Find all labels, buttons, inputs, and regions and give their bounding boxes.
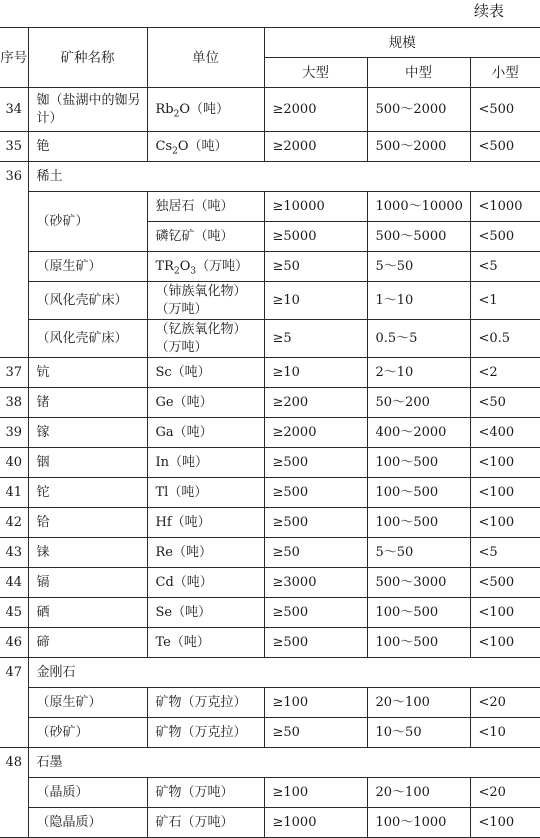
table-row [0,748,540,778]
table-row [0,808,540,838]
small-value: <10 [470,718,540,748]
large-value: ≥10000 [264,192,367,222]
large-value: ≥3000 [264,568,367,598]
small-value: <20 [470,778,540,808]
unit-subscript: 2 [173,266,180,277]
unit-cell [147,88,264,132]
unit-cell: Te（吨） [147,628,264,658]
table-row [0,688,540,718]
unit-text: O（吨） [179,101,230,117]
small-value: <100 [470,478,540,508]
mineral-subtype: （砂矿） [28,718,147,748]
large-value: ≥500 [264,448,367,478]
table-row [0,132,540,162]
table-row [0,388,540,418]
medium-value: 500～2000 [367,132,470,162]
row-number: 43 [0,538,28,568]
medium-value: 100～500 [367,598,470,628]
table-row [0,358,540,388]
mineral-name: 硒 [28,598,147,628]
row-number: 34 [0,88,28,132]
row-number: 40 [0,448,28,478]
medium-value: 100～500 [367,508,470,538]
unit-cell: （钇族氧化物）（万吨） [147,320,264,358]
medium-value: 0.5～5 [367,320,470,358]
unit-text: Cs [155,138,173,154]
row-number: 36 [0,162,28,358]
large-value: ≥100 [264,778,367,808]
row-number: 47 [0,658,28,748]
row-number: 44 [0,568,28,598]
mineral-name: 铷（盐湖中的铷另计） [28,88,147,132]
unit-text: TR [155,258,174,274]
small-value: <400 [470,418,540,448]
row-number: 41 [0,478,28,508]
mineral-name: 石墨 [28,748,540,778]
header-row [0,28,540,58]
table-row [0,88,540,132]
unit-cell: In（吨） [147,448,264,478]
medium-value: 50～200 [367,388,470,418]
header-small: 小型 [470,58,540,88]
medium-value: 500～3000 [367,568,470,598]
unit-text: （万吨） [196,258,249,274]
medium-value: 500～2000 [367,88,470,132]
medium-value: 100～500 [367,448,470,478]
medium-value: 400～2000 [367,418,470,448]
unit-cell: 矿物（万克拉） [147,688,264,718]
unit-cell: 矿物（万克拉） [147,718,264,748]
unit-cell: Sc（吨） [147,358,264,388]
large-value: ≥50 [264,718,367,748]
mineral-subtype: （隐晶质） [28,808,147,838]
table-row [0,628,540,658]
small-value: <0.5 [470,320,540,358]
small-value: <100 [470,508,540,538]
table-row [0,568,540,598]
mineral-name: 钪 [28,358,147,388]
unit-text: O [179,258,191,274]
large-value: ≥5 [264,320,367,358]
unit-cell: （铈族氧化物）（万吨） [147,282,264,320]
header-mineral-name: 矿种名称 [28,28,147,88]
large-value: ≥5000 [264,222,367,252]
small-value: <5 [470,538,540,568]
large-value: ≥10 [264,282,367,320]
medium-value: 500～5000 [367,222,470,252]
table-row [0,320,540,358]
unit-cell: Ge（吨） [147,388,264,418]
table-row [0,778,540,808]
unit-cell [147,252,264,282]
medium-value: 20～100 [367,778,470,808]
medium-value: 5～50 [367,538,470,568]
mineral-name: 碲 [28,628,147,658]
table-row [0,508,540,538]
row-number: 45 [0,598,28,628]
unit-cell [147,132,264,162]
unit-cell: Ga（吨） [147,418,264,448]
small-value: <100 [470,808,540,838]
small-value: <500 [470,568,540,598]
table-row [0,418,540,448]
small-value: <500 [470,88,540,132]
table-row [0,538,540,568]
small-value: <50 [470,388,540,418]
header-medium: 中型 [367,58,470,88]
medium-value: 1～10 [367,282,470,320]
small-value: <500 [470,222,540,252]
medium-value: 1000～10000 [367,192,470,222]
mineral-name: 镉 [28,568,147,598]
medium-value: 2～10 [367,358,470,388]
medium-value: 5～50 [367,252,470,282]
mineral-subtype: （砂矿） [28,192,147,252]
medium-value: 100～500 [367,478,470,508]
unit-cell: 磷钇矿（吨） [147,222,264,252]
row-number: 37 [0,358,28,388]
small-value: <5 [470,252,540,282]
continued-label: 续表 [473,2,504,20]
table-row [0,192,540,222]
row-number: 48 [0,748,28,838]
table-row [0,448,540,478]
large-value: ≥500 [264,628,367,658]
mineral-subtype: （原生矿） [28,252,147,282]
small-value: <100 [470,448,540,478]
mineral-name: 金刚石 [28,658,540,688]
unit-text: Rb [155,101,174,117]
mineral-scale-table [0,27,540,838]
mineral-name: 稀土 [28,162,540,192]
table-row [0,598,540,628]
large-value: ≥10 [264,358,367,388]
header-seq: 序号 [0,28,28,88]
unit-cell: 矿石（万吨） [147,808,264,838]
large-value: ≥500 [264,508,367,538]
mineral-name: 铼 [28,538,147,568]
large-value: ≥500 [264,478,367,508]
row-number: 39 [0,418,28,448]
large-value: ≥200 [264,388,367,418]
large-value: ≥100 [264,688,367,718]
small-value: <100 [470,628,540,658]
mineral-name: 锗 [28,388,147,418]
unit-cell: Tl（吨） [147,478,264,508]
row-number: 38 [0,388,28,418]
mineral-name: 铟 [28,448,147,478]
large-value: ≥2000 [264,132,367,162]
large-value: ≥500 [264,598,367,628]
small-value: <1 [470,282,540,320]
medium-value: 10～50 [367,718,470,748]
table-row [0,718,540,748]
unit-cell: Re（吨） [147,538,264,568]
header-unit: 单位 [147,28,264,88]
large-value: ≥2000 [264,88,367,132]
large-value: ≥1000 [264,808,367,838]
unit-cell: 独居石（吨） [147,192,264,222]
mineral-subtype: （原生矿） [28,688,147,718]
table-row [0,282,540,320]
mineral-name: 镓 [28,418,147,448]
row-number: 35 [0,132,28,162]
unit-cell: Hf（吨） [147,508,264,538]
header-scale: 规模 [264,28,540,58]
medium-value: 100～500 [367,628,470,658]
unit-text: O（吨） [177,138,228,154]
unit-subscript: 2 [173,109,180,120]
table-row [0,162,540,192]
mineral-subtype: （晶质） [28,778,147,808]
unit-subscript: 2 [172,146,178,157]
mineral-name: 铯 [28,132,147,162]
header-large: 大型 [264,58,367,88]
mineral-name: 铪 [28,508,147,538]
medium-value: 20～100 [367,688,470,718]
unit-subscript: 3 [190,266,197,277]
mineral-subtype: （风化壳矿床） [28,282,147,320]
small-value: <2 [470,358,540,388]
row-number: 42 [0,508,28,538]
mineral-name: 铊 [28,478,147,508]
small-value: <20 [470,688,540,718]
large-value: ≥2000 [264,418,367,448]
mineral-subtype: （风化壳矿床） [28,320,147,358]
medium-value: 100～1000 [367,808,470,838]
large-value: ≥50 [264,538,367,568]
unit-cell: Cd（吨） [147,568,264,598]
small-value: <500 [470,132,540,162]
table-row [0,658,540,688]
small-value: <100 [470,598,540,628]
large-value: ≥50 [264,252,367,282]
table-row [0,252,540,282]
unit-cell: 矿物（万吨） [147,778,264,808]
small-value: <1000 [470,192,540,222]
unit-cell: Se（吨） [147,598,264,628]
table-row [0,478,540,508]
row-number: 46 [0,628,28,658]
